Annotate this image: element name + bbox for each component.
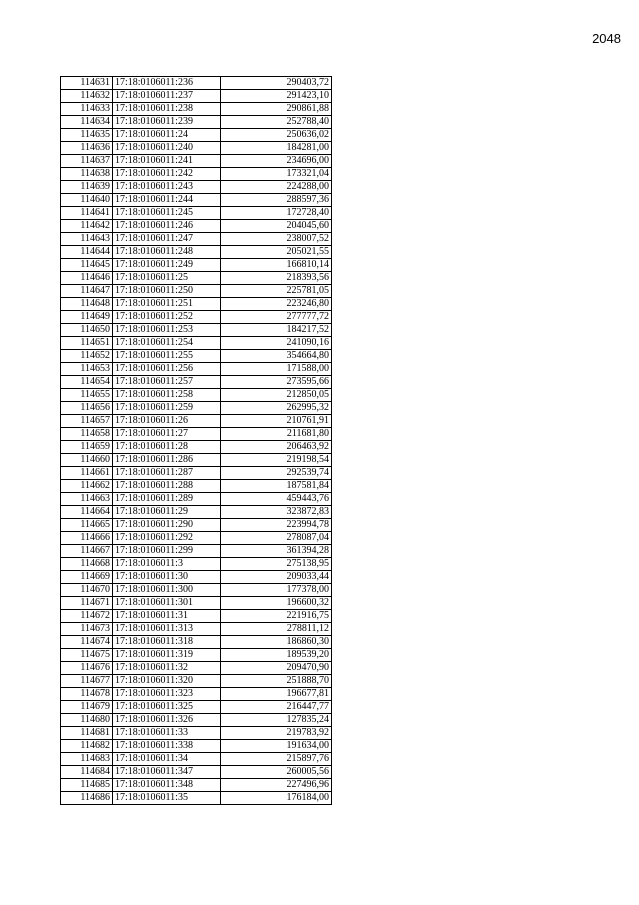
table-row	[61, 155, 332, 168]
table-row	[61, 558, 332, 571]
cadastral-value-cell: 252788,40	[221, 116, 332, 129]
cadastral-value-cell: 227496,96	[221, 779, 332, 792]
cadastral-value-cell: 250636,02	[221, 129, 332, 142]
table-row	[61, 428, 332, 441]
table-row	[61, 402, 332, 415]
row-number-cell: 114679	[61, 701, 113, 714]
cadastral-number-cell: 17:18:0106011:300	[113, 584, 221, 597]
cadastral-number-cell: 17:18:0106011:28	[113, 441, 221, 454]
row-number-cell: 114674	[61, 636, 113, 649]
cadastral-number-cell: 17:18:0106011:258	[113, 389, 221, 402]
cadastral-number-cell: 17:18:0106011:254	[113, 337, 221, 350]
row-number-cell: 114652	[61, 350, 113, 363]
row-number-cell: 114639	[61, 181, 113, 194]
row-number-cell: 114647	[61, 285, 113, 298]
cadastral-value-cell: 172728,40	[221, 207, 332, 220]
row-number-cell: 114650	[61, 324, 113, 337]
row-number-cell: 114659	[61, 441, 113, 454]
row-number-cell: 114684	[61, 766, 113, 779]
cadastral-value-cell: 278087,04	[221, 532, 332, 545]
table-row	[61, 376, 332, 389]
table-row	[61, 597, 332, 610]
row-number-cell: 114631	[61, 77, 113, 90]
cadastral-value-cell: 291423,10	[221, 90, 332, 103]
cadastral-value-cell: 262995,32	[221, 402, 332, 415]
row-number-cell: 114667	[61, 545, 113, 558]
row-number-cell: 114646	[61, 272, 113, 285]
cadastral-number-cell: 17:18:0106011:245	[113, 207, 221, 220]
row-number-cell: 114640	[61, 194, 113, 207]
table-row	[61, 298, 332, 311]
table-row	[61, 77, 332, 90]
cadastral-number-cell: 17:18:0106011:318	[113, 636, 221, 649]
row-number-cell: 114657	[61, 415, 113, 428]
row-number-cell: 114658	[61, 428, 113, 441]
cadastral-number-cell: 17:18:0106011:301	[113, 597, 221, 610]
cadastral-value-cell: 127835,24	[221, 714, 332, 727]
cadastral-value-cell: 173321,04	[221, 168, 332, 181]
cadastral-value-cell: 184281,00	[221, 142, 332, 155]
table-row	[61, 415, 332, 428]
cadastral-value-cell: 216447,77	[221, 701, 332, 714]
cadastral-value-cell: 223994,78	[221, 519, 332, 532]
table-row	[61, 493, 332, 506]
cadastral-number-cell: 17:18:0106011:257	[113, 376, 221, 389]
cadastral-number-cell: 17:18:0106011:319	[113, 649, 221, 662]
table-row	[61, 701, 332, 714]
row-number-cell: 114654	[61, 376, 113, 389]
table-row	[61, 649, 332, 662]
table-row	[61, 532, 332, 545]
cadastral-value-cell: 184217,52	[221, 324, 332, 337]
table-row	[61, 766, 332, 779]
cadastral-value-cell: 277777,72	[221, 311, 332, 324]
cadastral-number-cell: 17:18:0106011:251	[113, 298, 221, 311]
cadastral-value-cell: 275138,95	[221, 558, 332, 571]
cadastral-value-cell: 218393,56	[221, 272, 332, 285]
row-number-cell: 114681	[61, 727, 113, 740]
cadastral-value-cell: 241090,16	[221, 337, 332, 350]
table-row	[61, 662, 332, 675]
cadastral-value-cell: 204045,60	[221, 220, 332, 233]
cadastral-number-cell: 17:18:0106011:326	[113, 714, 221, 727]
row-number-cell: 114686	[61, 792, 113, 805]
cadastral-value-cell: 176184,00	[221, 792, 332, 805]
cadastral-value-cell: 211681,80	[221, 428, 332, 441]
table-row	[61, 779, 332, 792]
row-number-cell: 114643	[61, 233, 113, 246]
table-row	[61, 792, 332, 805]
cadastral-value-cell: 288597,36	[221, 194, 332, 207]
cadastral-value-cell: 171588,00	[221, 363, 332, 376]
cadastral-number-cell: 17:18:0106011:248	[113, 246, 221, 259]
cadastral-number-cell: 17:18:0106011:299	[113, 545, 221, 558]
cadastral-value-cell: 189539,20	[221, 649, 332, 662]
table-row	[61, 480, 332, 493]
row-number-cell: 114673	[61, 623, 113, 636]
cadastral-value-cell: 223246,80	[221, 298, 332, 311]
table-row	[61, 103, 332, 116]
table-row	[61, 272, 332, 285]
cadastral-number-cell: 17:18:0106011:242	[113, 168, 221, 181]
row-number-cell: 114675	[61, 649, 113, 662]
table-row	[61, 285, 332, 298]
cadastral-number-cell: 17:18:0106011:35	[113, 792, 221, 805]
cadastral-number-cell: 17:18:0106011:323	[113, 688, 221, 701]
row-number-cell: 114680	[61, 714, 113, 727]
cadastral-value-cell: 323872,83	[221, 506, 332, 519]
table-row	[61, 168, 332, 181]
row-number-cell: 114682	[61, 740, 113, 753]
table-row	[61, 740, 332, 753]
table-row	[61, 545, 332, 558]
cadastral-number-cell: 17:18:0106011:244	[113, 194, 221, 207]
cadastral-value-cell: 191634,00	[221, 740, 332, 753]
cadastral-value-cell: 186860,30	[221, 636, 332, 649]
table-row	[61, 324, 332, 337]
cadastral-value-cell: 196677,81	[221, 688, 332, 701]
cadastral-value-cell: 209033,44	[221, 571, 332, 584]
row-number-cell: 114644	[61, 246, 113, 259]
cadastral-value-cell: 354664,80	[221, 350, 332, 363]
table-row	[61, 389, 332, 402]
cadastral-number-cell: 17:18:0106011:250	[113, 285, 221, 298]
table-row	[61, 181, 332, 194]
cadastral-number-cell: 17:18:0106011:320	[113, 675, 221, 688]
row-number-cell: 114668	[61, 558, 113, 571]
cadastral-value-table	[60, 76, 332, 805]
cadastral-number-cell: 17:18:0106011:34	[113, 753, 221, 766]
table-row	[61, 90, 332, 103]
row-number-cell: 114648	[61, 298, 113, 311]
cadastral-number-cell: 17:18:0106011:236	[113, 77, 221, 90]
cadastral-value-cell: 219198,54	[221, 454, 332, 467]
table-row	[61, 506, 332, 519]
cadastral-number-cell: 17:18:0106011:287	[113, 467, 221, 480]
table-row	[61, 584, 332, 597]
table-row	[61, 259, 332, 272]
cadastral-value-cell: 361394,28	[221, 545, 332, 558]
cadastral-number-cell: 17:18:0106011:3	[113, 558, 221, 571]
row-number-cell: 114642	[61, 220, 113, 233]
table-row	[61, 311, 332, 324]
table-row	[61, 753, 332, 766]
cadastral-number-cell: 17:18:0106011:25	[113, 272, 221, 285]
table-row	[61, 207, 332, 220]
row-number-cell: 114651	[61, 337, 113, 350]
cadastral-number-cell: 17:18:0106011:348	[113, 779, 221, 792]
cadastral-value-cell: 205021,55	[221, 246, 332, 259]
cadastral-number-cell: 17:18:0106011:237	[113, 90, 221, 103]
cadastral-value-cell: 225781,05	[221, 285, 332, 298]
row-number-cell: 114641	[61, 207, 113, 220]
table-row	[61, 454, 332, 467]
table-row	[61, 623, 332, 636]
table-row	[61, 688, 332, 701]
cadastral-value-cell: 212850,05	[221, 389, 332, 402]
table-row	[61, 363, 332, 376]
cadastral-number-cell: 17:18:0106011:26	[113, 415, 221, 428]
cadastral-number-cell: 17:18:0106011:29	[113, 506, 221, 519]
cadastral-number-cell: 17:18:0106011:33	[113, 727, 221, 740]
cadastral-number-cell: 17:18:0106011:241	[113, 155, 221, 168]
cadastral-value-cell: 290403,72	[221, 77, 332, 90]
cadastral-number-cell: 17:18:0106011:240	[113, 142, 221, 155]
row-number-cell: 114649	[61, 311, 113, 324]
row-number-cell: 114633	[61, 103, 113, 116]
cadastral-value-cell: 196600,32	[221, 597, 332, 610]
cadastral-value-cell: 251888,70	[221, 675, 332, 688]
row-number-cell: 114636	[61, 142, 113, 155]
table-row	[61, 441, 332, 454]
cadastral-value-cell: 215897,76	[221, 753, 332, 766]
row-number-cell: 114685	[61, 779, 113, 792]
row-number-cell: 114671	[61, 597, 113, 610]
row-number-cell: 114664	[61, 506, 113, 519]
row-number-cell: 114663	[61, 493, 113, 506]
cadastral-number-cell: 17:18:0106011:347	[113, 766, 221, 779]
cadastral-number-cell: 17:18:0106011:30	[113, 571, 221, 584]
row-number-cell: 114660	[61, 454, 113, 467]
table-row	[61, 116, 332, 129]
cadastral-value-cell: 187581,84	[221, 480, 332, 493]
cadastral-value-cell: 221916,75	[221, 610, 332, 623]
table-row	[61, 714, 332, 727]
cadastral-number-cell: 17:18:0106011:292	[113, 532, 221, 545]
cadastral-value-cell: 260005,56	[221, 766, 332, 779]
cadastral-number-cell: 17:18:0106011:32	[113, 662, 221, 675]
table-row	[61, 194, 332, 207]
table-row	[61, 220, 332, 233]
row-number-cell: 114670	[61, 584, 113, 597]
cadastral-number-cell: 17:18:0106011:338	[113, 740, 221, 753]
table-row	[61, 519, 332, 532]
table-row	[61, 675, 332, 688]
table-row	[61, 233, 332, 246]
row-number-cell: 114672	[61, 610, 113, 623]
row-number-cell: 114656	[61, 402, 113, 415]
cadastral-value-cell: 224288,00	[221, 181, 332, 194]
row-number-cell: 114637	[61, 155, 113, 168]
cadastral-value-cell: 219783,92	[221, 727, 332, 740]
table-row	[61, 571, 332, 584]
cadastral-number-cell: 17:18:0106011:286	[113, 454, 221, 467]
cadastral-number-cell: 17:18:0106011:255	[113, 350, 221, 363]
cadastral-number-cell: 17:18:0106011:325	[113, 701, 221, 714]
table-row	[61, 636, 332, 649]
cadastral-number-cell: 17:18:0106011:253	[113, 324, 221, 337]
cadastral-number-cell: 17:18:0106011:27	[113, 428, 221, 441]
cadastral-number-cell: 17:18:0106011:288	[113, 480, 221, 493]
table-body	[61, 77, 332, 805]
row-number-cell: 114632	[61, 90, 113, 103]
row-number-cell: 114635	[61, 129, 113, 142]
cadastral-number-cell: 17:18:0106011:247	[113, 233, 221, 246]
row-number-cell: 114665	[61, 519, 113, 532]
cadastral-value-cell: 459443,76	[221, 493, 332, 506]
row-number-cell: 114638	[61, 168, 113, 181]
table-row	[61, 246, 332, 259]
cadastral-number-cell: 17:18:0106011:313	[113, 623, 221, 636]
cadastral-value-cell: 273595,66	[221, 376, 332, 389]
cadastral-value-cell: 206463,92	[221, 441, 332, 454]
cadastral-number-cell: 17:18:0106011:259	[113, 402, 221, 415]
cadastral-number-cell: 17:18:0106011:249	[113, 259, 221, 272]
row-number-cell: 114666	[61, 532, 113, 545]
row-number-cell: 114645	[61, 259, 113, 272]
table-row	[61, 337, 332, 350]
row-number-cell: 114678	[61, 688, 113, 701]
table-row	[61, 350, 332, 363]
cadastral-number-cell: 17:18:0106011:239	[113, 116, 221, 129]
row-number-cell: 114683	[61, 753, 113, 766]
cadastral-value-cell: 238007,52	[221, 233, 332, 246]
table-row	[61, 129, 332, 142]
cadastral-value-cell: 278811,12	[221, 623, 332, 636]
cadastral-value-cell: 210761,91	[221, 415, 332, 428]
cadastral-number-cell: 17:18:0106011:256	[113, 363, 221, 376]
cadastral-number-cell: 17:18:0106011:290	[113, 519, 221, 532]
page-number: 2048	[592, 31, 621, 46]
table-row	[61, 727, 332, 740]
row-number-cell: 114677	[61, 675, 113, 688]
cadastral-number-cell: 17:18:0106011:246	[113, 220, 221, 233]
cadastral-value-cell: 290861,88	[221, 103, 332, 116]
cadastral-number-cell: 17:18:0106011:238	[113, 103, 221, 116]
cadastral-value-cell: 292539,74	[221, 467, 332, 480]
cadastral-number-cell: 17:18:0106011:243	[113, 181, 221, 194]
table-row	[61, 467, 332, 480]
cadastral-value-cell: 234696,00	[221, 155, 332, 168]
cadastral-number-cell: 17:18:0106011:252	[113, 311, 221, 324]
table-row	[61, 142, 332, 155]
row-number-cell: 114655	[61, 389, 113, 402]
cadastral-value-cell: 177378,00	[221, 584, 332, 597]
row-number-cell: 114662	[61, 480, 113, 493]
table-row	[61, 610, 332, 623]
cadastral-number-cell: 17:18:0106011:24	[113, 129, 221, 142]
row-number-cell: 114661	[61, 467, 113, 480]
row-number-cell: 114634	[61, 116, 113, 129]
cadastral-value-cell: 166810,14	[221, 259, 332, 272]
cadastral-number-cell: 17:18:0106011:289	[113, 493, 221, 506]
cadastral-number-cell: 17:18:0106011:31	[113, 610, 221, 623]
row-number-cell: 114676	[61, 662, 113, 675]
cadastral-value-cell: 209470,90	[221, 662, 332, 675]
row-number-cell: 114669	[61, 571, 113, 584]
row-number-cell: 114653	[61, 363, 113, 376]
